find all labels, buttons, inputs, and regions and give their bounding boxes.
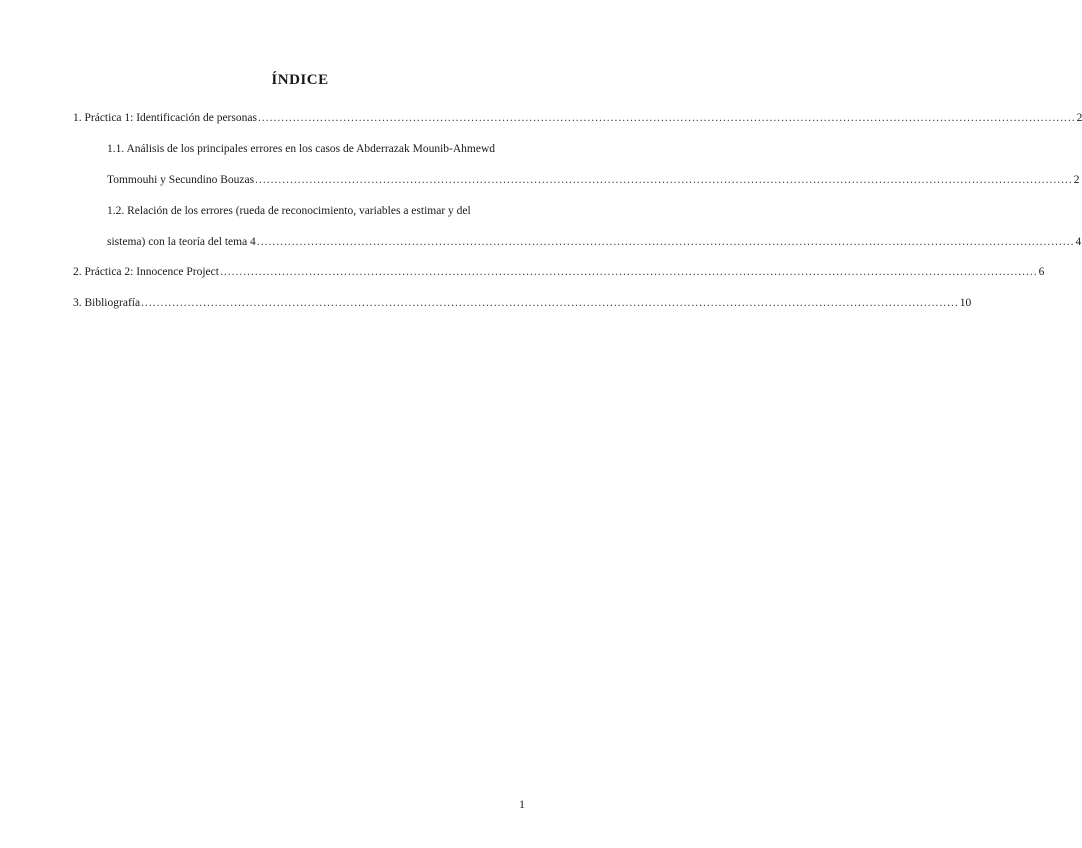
toc-entry-3 <box>73 296 972 310</box>
toc-entry-1-1-line1: 1.1. Análisis de los principales errores en los casos de Abderrazak Mounib-Ahmewd <box>107 143 496 155</box>
toc-entry-3-text: 3. Bibliografía <box>73 297 141 309</box>
toc-entry-1-2-page: 4 <box>1075 236 1082 248</box>
toc-entry-1 <box>73 111 1082 125</box>
toc-entry-2-page: 6 <box>1038 266 1045 278</box>
toc-leader: ................................................................................................................................................................................................................... <box>256 236 1075 248</box>
toc-entry-1-1-line2: Tommouhi y Secundino Bouzas <box>107 174 255 186</box>
toc-entry-1-2 <box>107 235 1082 249</box>
toc-entry-1-1 <box>107 173 1080 187</box>
toc-entry-1-2-line1: 1.2. Relación de los errores (rueda de reconocimiento, variables a estimar y del <box>107 205 471 217</box>
toc-entry-1-text: 1. Práctica 1: Identificación de personas <box>73 112 257 124</box>
toc-leader: ................................................................................................................................................................................................................... <box>255 174 1073 186</box>
toc-entry-1-2-line2: sistema) con la teoría del tema 4 <box>107 236 256 248</box>
toc-entry-1-1-page: 2 <box>1073 174 1080 186</box>
toc-entry-2-text: 2. Práctica 2: Innocence Project <box>73 266 219 278</box>
toc-entry-3-page: 10 <box>959 297 972 309</box>
toc-leader: ................................................................................................................................................................................................................... <box>257 112 1076 124</box>
toc-entry-2 <box>73 265 1045 279</box>
index-title: ÍNDICE <box>271 72 329 88</box>
toc-leader: ................................................................................................................................................................................................................... <box>219 266 1038 278</box>
toc-leader: ................................................................................................................................................................................................................... <box>141 297 959 309</box>
toc-entry-1-page: 2 <box>1076 112 1082 124</box>
page-number: 1 <box>519 797 525 811</box>
